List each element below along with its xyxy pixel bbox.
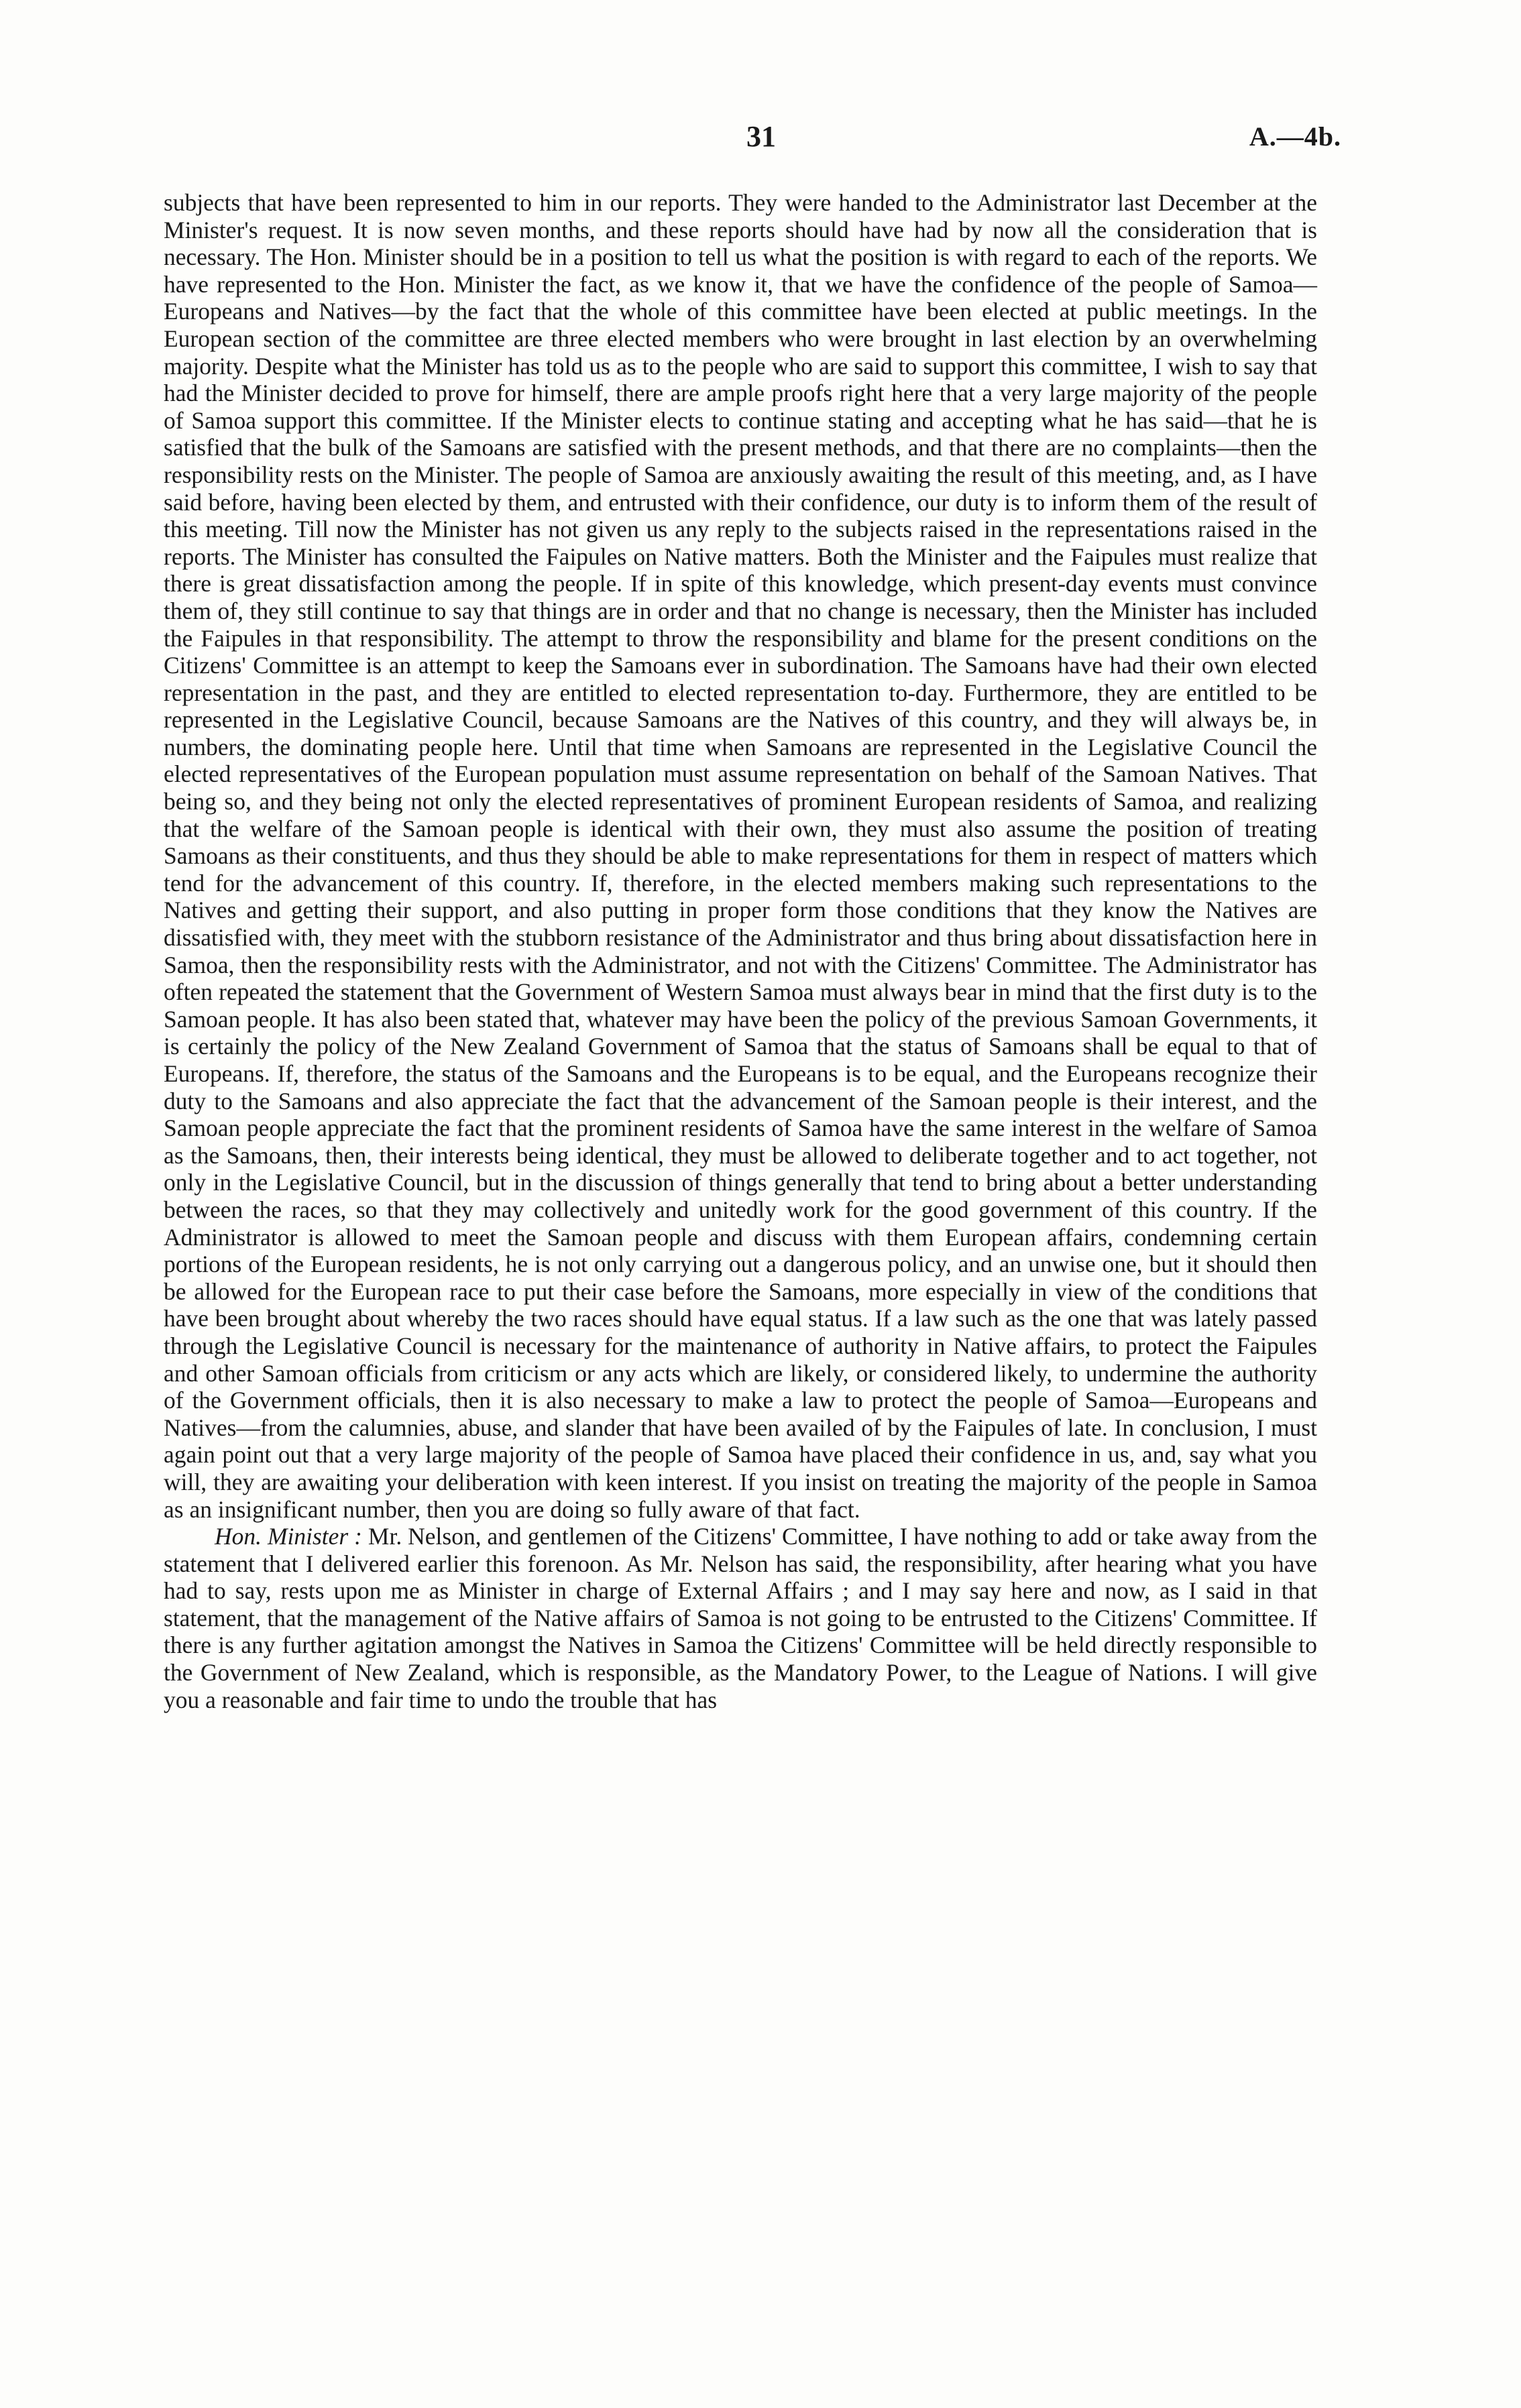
paragraph-continued-speech: subjects that have been represented to him in our reports. They were handed to the Administrator last December at the Minister's request. It is now seven months, and these reports should have had by now all the consideration that is necessary. The Hon. Minister should be in a position to tell us what the position is with regard to each of the reports. We have represented to the Hon. Minister the fact, as we know it, that we have the confidence of the people of Samoa—Europeans and Natives—by the fact that the whole of this committee have been elected at public meetings. In the European section of the committee are three elected members who were brought in last election by an overwhelming majority. Despite what the Minister has told us as to the people who are said to support this committee, I wish to say that had the Minister decided to prove for himself, there are ample proofs right here that a very large majority of the people of Samoa support this committee. If the Minister elects to continue stating and accepting what he has said—that he is satisfied that the bulk of the Samoans are satisfied with the present methods, and that there are no complaints—then the responsibility rests on the Minister. The people of Samoa are anxiously awaiting the result of this meeting, and, as I have said before, having been elected by them, and entrusted with their confidence, our duty is to inform them of the result of this meeting. Till now the Minister has not given us any reply to the subjects raised in the representations raised in the reports. The Minister has consulted the Faipules on Native matters. Both the Minister and the Faipules must realize that there is great dissatisfaction among the people. If in spite of this knowledge, which present-day events must convince them of, they still continue to say that things are in order and that no change is necessary, then the Minister has included the Faipules in that responsibility. The attempt to throw the responsibility and blame for the present conditions on the Citizens' Committee is an attempt to keep the Samoans ever in subordination. The Samoans have had their own elected representation in the past, and they are entitled to elected representation to-day. Furthermore, they are entitled to be represented in the Legislative Council, because Samoans are the Natives of this country, and they will always be, in numbers, the dominating people here. Until that time when Samoans are represented in the Legislative Council the elected representatives of the European population must assume representation on behalf of the Samoan Natives. That being so, and they being not only the elected representatives of prominent European residents of Samoa, and realizing that the welfare of the Samoan people is identical with their own, they must also assume the position of treating Samoans as their constituents, and thus they should be able to make representations for them in respect of matters which tend for the advancement of this country. If, therefore, in the elected members making such representations to the Natives and getting their support, and also putting in proper form those conditions that they know the Natives are dissatisfied with, they meet with the stubborn resistance of the Administrator and thus bring about dissatisfaction here in Samoa, then the responsibility rests with the Administrator, and not with the Citizens' Committee. The Administrator has often repeated the statement that the Government of Western Samoa must always bear in mind that the first duty is to the Samoan people. It has also been stated that, whatever may have been the policy of the previous Samoan Governments, it is certainly the policy of the New Zealand Government of Samoa that the status of Samoans shall be equal to that of Europeans. If, therefore, the status of the Samoans and the Europeans is to be equal, and the Europeans recognize their duty to the Samoans and also appreciate the fact that the advancement of the Samoan people is their interest, and the Samoan people appreciate the fact that the prominent residents of Samoa have the same interest in the welfare of Samoa as the Samoans, then, their interests being identical, they must be allowed to deliberate together and to act together, not only in the Legislative Council, but in the discussion of things generally that tend to bring about a better understanding between the races, so that they may collectively and unitedly work for the good government of this country. If the Administrator is allowed to meet the Samoan people and discuss with them European affairs, condemning certain portions of the European residents, he is not only carrying out a dangerous policy, and an unwise one, but it should then be allowed for the European race to put their case before the Samoans, more especially in view of the conditions that have been brought about whereby the two races should have equal status. If a law such as the one that was lately passed through the Legislative Council is necessary for the maintenance of authority in Native affairs, to protect the Faipules and other Samoan officials from criticism or any acts which are likely, or considered likely, to undermine the authority of the Government officials, then it is also necessary to make a law to protect the people of Samoa—Europeans and Natives—from the calumnies, abuse, and slander that have been availed of by the Faipules of late. In conclusion, I must again point out that a very large majority of the people of Samoa have placed their confidence in us, and, say what you will, they are awaiting your deliberation with keen interest. If you insist on treating the majority of the people in Samoa as an insignificant number, then you are doing so fully aware of that fact. bbox=[164, 189, 1317, 1523]
page-number: 31 bbox=[746, 120, 776, 153]
minister-reply-text: Mr. Nelson, and gentlemen of the Citizens' Committee, I have nothing to add or take away from the statement that I delivered earlier this forenoon. As Mr. Nelson has said, the responsibility, after hearing what you have had to say, rests upon me as Minister in charge of External Affairs ; and I may say here and now, as I said in that statement, that the management of the Native affairs of Samoa is not going to be entrusted to the Citizens' Committee. If there is any further agitation amongst the Natives in Samoa the Citizens' Committee will be held directly responsible to the Government of New Zealand, which is responsible, as the Mandatory Power, to the League of Nations. I will give you a reasonable and fair time to undo the trouble that has bbox=[164, 1523, 1317, 1713]
body-text bbox=[164, 189, 1317, 1713]
document-reference: A.—4b. bbox=[1249, 121, 1341, 152]
speaker-label: Hon. Minister : bbox=[215, 1523, 362, 1550]
paragraph-minister-reply bbox=[164, 1523, 1317, 1713]
